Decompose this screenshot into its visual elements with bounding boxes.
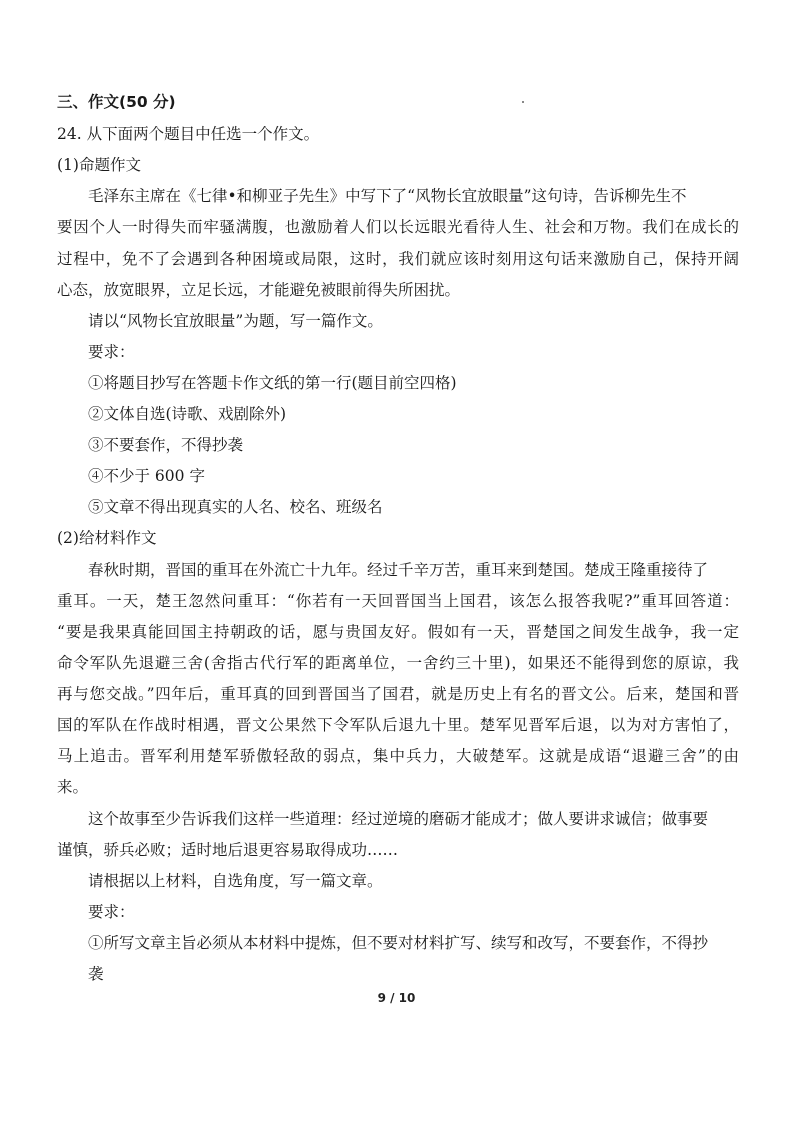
requirement-item: ⑤文章不得出现真实的人名、校名、班级名 [88,498,383,516]
material-line: 再与您交战。”四年后，重耳真的回到晋国当了国君，就是历史上有名的晋文公。后来，楚国和晋 [57,685,739,703]
lesson-line: 谨慎，骄兵必败；适时地后退更容易取得成功…… [57,841,399,859]
option-2-requirements-label: 要求： [88,903,135,921]
requirement-item: ③不要套作，不得抄袭 [88,436,244,454]
requirement-item-continuation: 袭 [88,965,104,983]
material-line: 命令军队先退避三舍(舍指古代行军的距离单位，一舍约三十里)，如果还不能得到您的原谅，我 [57,654,739,672]
requirement-item: ①所写文章主旨必须从本材料中提炼，但不要对材料扩写、续写和改写，不要套作，不得抄 [88,934,709,952]
requirement-item: ②文体自选(诗歌、戏剧除外) [88,405,287,423]
option-1-prompt: 请以“风物长宜放眼量”为题，写一篇作文。 [88,312,383,330]
material-line: 来。 [57,778,89,796]
material-line: “要是我果真能回国主持朝政的话，愿与贵国友好。假如有一天，晋楚国之间发生战争，我一定 [57,623,739,641]
material-line: 春秋时期，晋国的重耳在外流亡十九年。经过千辛万苦，重耳来到楚国。楚成王隆重接待了 [88,561,709,579]
option-1-paragraph-line: 过程中，免不了会遇到各种困境或局限，这时，我们就应该时刻用这句话来激励自己，保持开阔 [57,250,739,268]
material-line: 国的军队在作战时相遇，晋文公果然下令军队后退九十里。楚军见晋军后退，以为对方害怕了， [57,716,739,734]
question-number: 24. 从下面两个题目中任选一个作文。 [57,125,320,143]
lesson-line: 这个故事至少告诉我们这样一些道理：经过逆境的磨砺才能成才；做人要讲求诚信；做事要 [88,810,709,828]
page-number: 9 / 10 [377,991,416,1005]
option-2-prompt: 请根据以上材料，自选角度，写一篇文章。 [88,872,383,890]
section-heading: 三、作文(50 分) [57,93,176,111]
option-1-paragraph-line: 毛泽东主席在《七律•和柳亚子先生》中写下了“风物长宜放眼量”这句诗，告诉柳先生不 [88,187,687,205]
material-line: 马上追击。晋军利用楚军骄傲轻敌的弱点，集中兵力，大破楚军。这就是成语“退避三舍”的由 [57,747,739,765]
requirement-item: ④不少于 600 字 [88,467,205,485]
option-1-paragraph-line: 要因个人一时得失而牢骚满腹，也激励着人们以长远眼光看待人生、社会和万物。我们在成长的 [57,218,739,236]
option-2-title: (2)给材料作文 [57,529,157,547]
option-1-requirements-label: 要求： [88,343,135,361]
stray-mark [522,101,524,103]
material-line: 重耳。一天，楚王忽然问重耳：“你若有一天回晋国当上国君，该怎么报答我呢?”重耳回答道： [57,592,739,610]
option-1-paragraph-line: 心态，放宽眼界，立足长远，才能避免被眼前得失所困扰。 [57,281,461,299]
requirement-item: ①将题目抄写在答题卡作文纸的第一行(题目前空四格) [88,374,457,392]
option-1-title: (1)命题作文 [57,156,141,174]
